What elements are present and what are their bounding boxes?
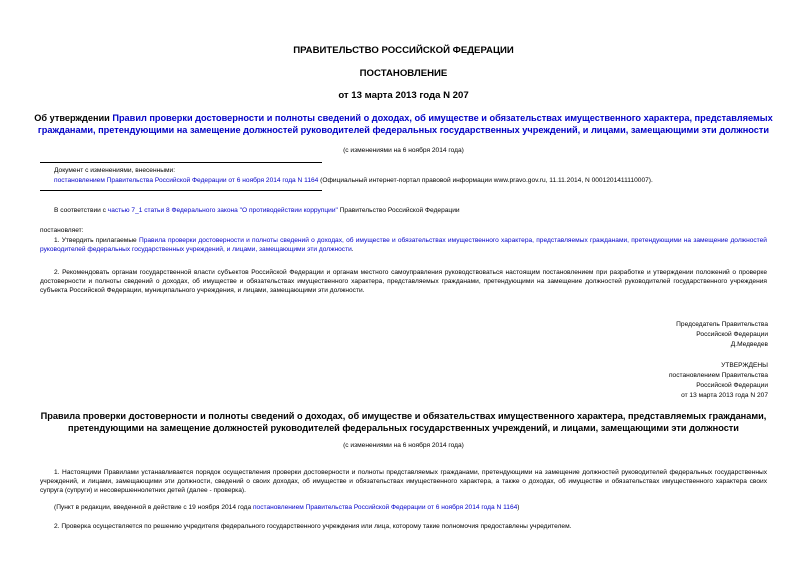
approved-by: постановлением Правительства: [668, 372, 768, 379]
item-1: [40, 236, 767, 254]
item-1-rules-link[interactable]: Правила проверки достоверности и полноты сведений о доходах, об имуществе и обязательствах имущественного характера, представляемых гражданами, претендующими на замещение должностей руководителей федеральных государственных учреждений, и лицами, замещающими эти должности: [40, 237, 767, 254]
preamble-after: Правительство Российской Федерации: [337, 207, 460, 214]
approved-date: от 13 марта 2013 года N 207: [681, 392, 768, 399]
item-1-after: .: [351, 246, 354, 254]
item-1-before: 1. Утвердить прилагаемые: [54, 237, 139, 244]
divider-bottom: [40, 190, 322, 191]
document-title: [30, 113, 777, 136]
item-2: 2. Рекомендовать органам государственной власти субъектов Российской Федерации и органам местного самоуправления руководствоваться настоящим постановлением при разработке и утверждении положений о проверке достоверности и полноты сведений о доходах, об имуществе и обязательствах имущественного характера, представляемых гражданами, претендующими на замещение должностей руководителей государственного учреждения субъекта Российской Федерации, муниципального учреждения, и лицами, замещающими эти должности.: [40, 269, 767, 295]
rules-changes-note: (с изменениями на 6 ноября 2014 года): [343, 442, 464, 449]
note-after: ): [517, 504, 520, 511]
amendments-label: Документ с изменениями, внесенными:: [54, 167, 176, 174]
title-prefix: Об утверждении: [34, 113, 113, 123]
amendment-source: (Официальный интернет-портал правовой информации www.pravo.gov.ru, 11.11.2014, N 0001201411110007).: [318, 177, 653, 184]
signature-name: Д.Медведев: [730, 341, 768, 348]
title-rules-link[interactable]: Правил проверки достоверности и полноты сведений о доходах, об имуществе и обязательствах имущественного характера, представляемых гражданами, претендующими на замещение должностей руководителей федеральных государственных учреждений, и лицами, замещающими эти должности: [37, 113, 773, 135]
rules-title: Правила проверки достоверности и полноты сведений о доходах, об имуществе и обязательствах имущественного характера, представляемых гражданами, претендующими на замещение должностей руководителей федеральных государственных учреждений, и лицами, замещающими эти должности: [40, 411, 767, 433]
approved-heading: УТВЕРЖДЕНЫ: [721, 362, 768, 369]
rules-paragraph-2: 2. Проверка осуществляется по решению учредителя федерального государственного учреждения или лица, которому такие полномочия предоставлены учредителем.: [54, 523, 572, 530]
rules-paragraph-1: 1. Настоящими Правилами устанавливается порядок осуществления проверки достоверности и полноты представляемых гражданами, претендующими на замещение должностей руководителей федеральных государственных учреждений, и лицами, замещающими эти должности, сведений о своих доходах, об имуществе и обязательствах имущественного характера, а также о доходах, об имуществе и обязательствах имущественного характера своих супруга (супруги) и несовершеннолетних детей (далее - проверка).: [40, 469, 767, 495]
government-heading: ПРАВИТЕЛЬСТВО РОССИЙСКОЙ ФЕДЕРАЦИИ: [293, 45, 514, 56]
document-date-number: от 13 марта 2013 года N 207: [338, 90, 469, 101]
anticorruption-law-link[interactable]: частью 7_1 статьи 8 Федерального закона "О противодействии коррупции": [107, 207, 338, 214]
approved-government: Российской Федерации: [696, 382, 768, 389]
amendments-line: [54, 176, 774, 185]
signature-position: Председатель Правительства: [676, 321, 768, 328]
note-before: (Пункт в редакции, введенной в действие с 19 ноября 2014 года: [54, 504, 253, 511]
signature-government: Российской Федерации: [696, 331, 768, 338]
title-changes-note: (с изменениями на 6 ноября 2014 года): [343, 147, 464, 154]
amendment-decree-link[interactable]: постановлением Правительства Российской Федерации от 6 ноября 2014 года N 1164: [54, 177, 319, 184]
rules-paragraph-1-note: [54, 503, 774, 512]
document-type-heading: ПОСТАНОВЛЕНИЕ: [359, 68, 448, 79]
note-decree-link[interactable]: постановлением Правительства Российской Федерации от 6 ноября 2014 года N 1164: [252, 504, 518, 511]
decrees-word: постановляет:: [40, 227, 84, 234]
preamble: [54, 206, 774, 215]
divider-top: [40, 162, 322, 163]
preamble-before: В соответствии с: [54, 207, 108, 214]
